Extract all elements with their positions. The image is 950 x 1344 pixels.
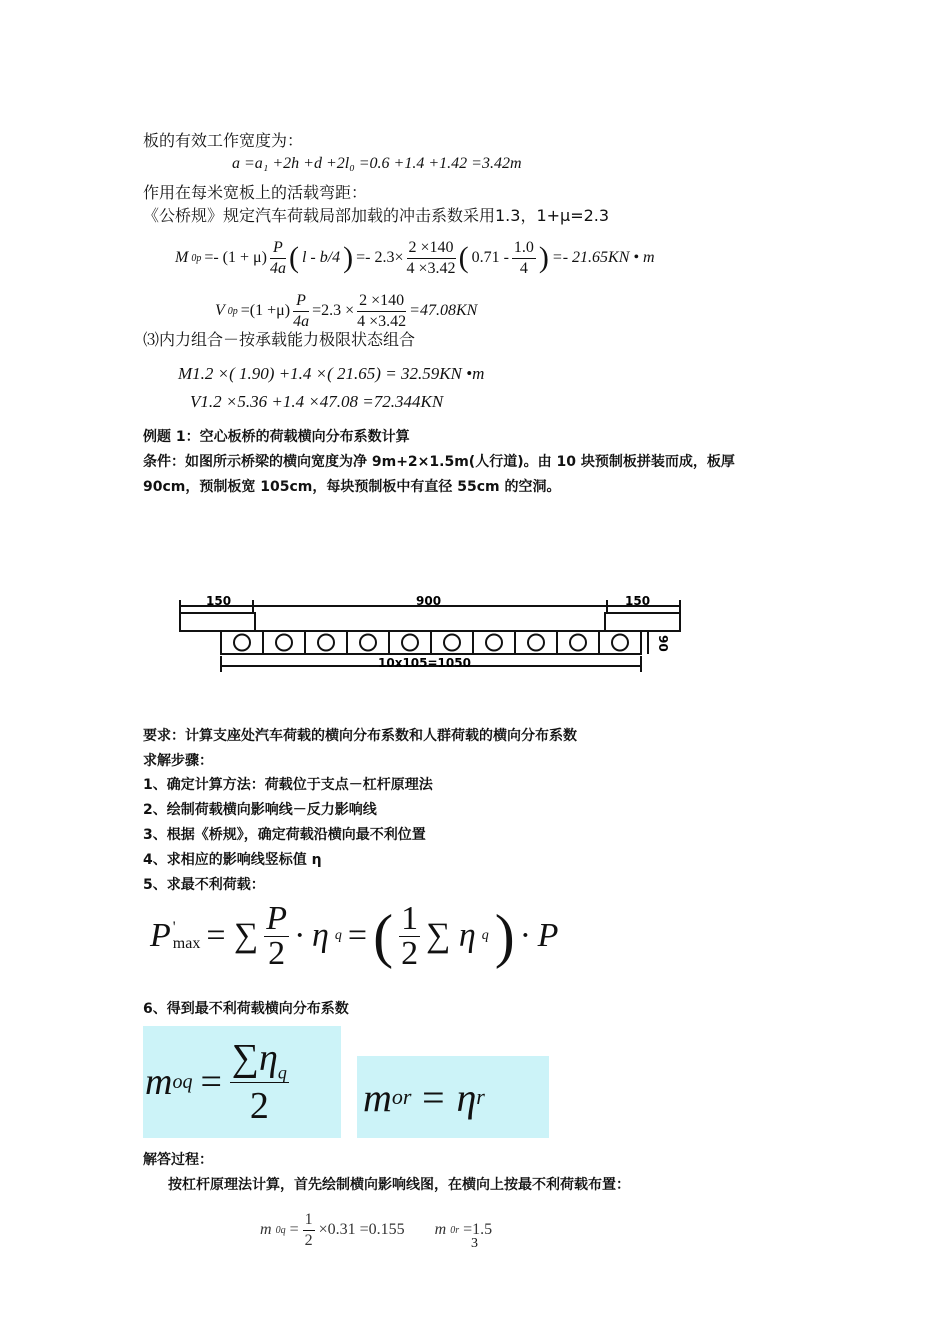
bridge-cross-section-diagram bbox=[170, 590, 700, 675]
equation-m0p: M 0p =- (1 + μ) $\frac{P}{4a}$ ( l - b/4 ) =- 2.3× $\frac{2 \times 140}{4 \times 3.42}$ ( 0.71 - $\frac{1.0}{4}$ ) =- 21.65KN • m bbox=[175, 238, 655, 277]
p-max-sum2: ∑ η bbox=[426, 917, 476, 954]
slab-hole bbox=[360, 635, 376, 651]
slab-hole bbox=[234, 635, 250, 651]
mor-m: m bbox=[363, 1074, 392, 1120]
example-title: 例题 1：空心板桥的荷载横向分布系数计算 bbox=[143, 429, 410, 445]
m-coef: =- (1 + μ) bbox=[204, 249, 267, 266]
p-max-eta: · η bbox=[295, 917, 329, 954]
v-coef: =(1 +μ) bbox=[240, 302, 291, 319]
slab-hole bbox=[570, 635, 586, 651]
text-line-2: 作用在每米宽板上的活载弯距： bbox=[143, 183, 368, 202]
requirement-text: 要求：计算支座处汽车荷载的横向分布系数和人群荷载的横向分布系数 bbox=[143, 728, 577, 744]
p-max-lhs: P bbox=[150, 917, 171, 954]
dim-bottom-label: 10x105=1050 bbox=[378, 656, 471, 670]
step-5: 5、求最不利荷载： bbox=[143, 877, 265, 893]
combination-v: V1.2 ×5.36 +1.4 ×47.08 =72.344KN bbox=[190, 392, 444, 411]
p-max-den2: 2 bbox=[401, 934, 419, 972]
moq-num-sub: q bbox=[277, 1062, 287, 1083]
slab-group bbox=[234, 631, 628, 654]
equation-a: a =a₁ +2h +d +2l₀ =0.6 +1.4 +1.42 =3.42m bbox=[232, 155, 522, 172]
text-line-1: 板的有效工作宽度为： bbox=[143, 131, 304, 150]
m-paren-content: l - b/4 bbox=[301, 249, 341, 266]
m-r1: 0.71 - bbox=[471, 249, 509, 266]
step-3: 3、根据《桥规》，确定荷载沿横向最不利位置 bbox=[143, 827, 426, 843]
ans-rest: ×0.31 =0.155 bbox=[318, 1221, 405, 1238]
ans-m2-sub: 0r bbox=[450, 1224, 460, 1236]
v-frac2-num: 2 ×140 bbox=[357, 291, 406, 312]
v-symbol: V bbox=[215, 302, 225, 319]
formula-mor-box bbox=[357, 1056, 549, 1138]
slab-hole bbox=[444, 635, 460, 651]
m-frac2-den: 4 ×3.42 bbox=[406, 259, 456, 277]
slab-hole bbox=[276, 635, 292, 651]
p-max-eq2: = bbox=[347, 917, 368, 954]
m-frac-num: P bbox=[270, 238, 286, 259]
equation-v0p bbox=[215, 290, 477, 332]
answer-text: 按杠杆原理法计算，首先绘制横向影响线图，在横向上按最不利荷载布置： bbox=[168, 1177, 630, 1193]
m-subscript: 0p bbox=[191, 252, 202, 264]
m-frac2-num: 2 ×140 bbox=[407, 238, 456, 259]
m-symbol: M bbox=[175, 249, 189, 266]
ans-m-sub: 0q bbox=[275, 1224, 286, 1236]
moq-m: m bbox=[145, 1061, 173, 1103]
v-frac2-den: 4 ×3.42 bbox=[357, 312, 407, 330]
moq-num bbox=[230, 1035, 289, 1083]
example-condition-1: 条件：如图所示桥梁的横向宽度为净 9m+2×1.5m(人行道)。由 10 块预制板拼装而成，板厚 bbox=[143, 454, 735, 470]
mor-eta-sub: r bbox=[476, 1084, 485, 1109]
ans-eq: = bbox=[289, 1221, 299, 1238]
m-frac3-num: 1.0 bbox=[512, 238, 536, 259]
v-eq: =2.3 × bbox=[312, 302, 355, 319]
m-mid2: =- 2.3× bbox=[356, 249, 404, 266]
ans-num: 1 bbox=[303, 1210, 315, 1231]
moq-num-text: ∑η bbox=[231, 1037, 278, 1080]
combination-m: M1.2 ×( 1.90) +1.4 ×( 21.65) = 32.59KN •m bbox=[178, 364, 485, 383]
step-6: 6、得到最不利荷载横向分布系数 bbox=[143, 1001, 349, 1017]
ans-m2: m bbox=[434, 1221, 447, 1238]
answer-heading: 解答过程： bbox=[143, 1152, 213, 1168]
step-2: 2、绘制荷载横向影响线－反力影响线 bbox=[143, 802, 377, 818]
steps-heading: 求解步骤： bbox=[143, 753, 213, 769]
step-4: 4、求相应的影响线竖标值 η bbox=[143, 852, 322, 868]
dim-right-label: 150 bbox=[625, 594, 651, 608]
dim-left-label: 150 bbox=[206, 594, 232, 608]
p-max-sup: ' bbox=[172, 919, 176, 936]
slab-hole bbox=[612, 635, 628, 651]
ans-m: m bbox=[260, 1221, 272, 1238]
v-tail: =47.08KN bbox=[409, 302, 478, 319]
text-line-4: ⑶内力组合－按承载能力极限状态组合 bbox=[143, 330, 416, 349]
dim-mid-label: 900 bbox=[416, 594, 442, 608]
p-max-num2: 1 bbox=[401, 899, 419, 937]
m-frac3-den: 4 bbox=[519, 259, 528, 277]
slab-hole bbox=[528, 635, 544, 651]
p-max-den1: 2 bbox=[268, 934, 286, 972]
moq-den: 2 bbox=[249, 1084, 269, 1127]
p-max-eq1: = ∑ bbox=[206, 917, 259, 954]
slab-hole bbox=[486, 635, 502, 651]
ans-den: 2 bbox=[304, 1231, 313, 1249]
ans-r2: =1.5 bbox=[463, 1221, 493, 1238]
text-line-3: 《公桥规》规定汽车荷载局部加载的冲击系数采用1.3，1+μ=2.3 bbox=[143, 206, 610, 225]
dim-side-label: 90 bbox=[656, 635, 670, 652]
formula-moq-box bbox=[143, 1026, 341, 1138]
v-frac-num: P bbox=[293, 291, 309, 312]
v-subscript: 0p bbox=[227, 305, 238, 317]
answer-equation bbox=[260, 1208, 492, 1252]
p-max-sum2-sub: q bbox=[481, 928, 489, 943]
p-max-sub: max bbox=[172, 935, 201, 952]
example-condition-2: 90cm，预制板宽 105cm，每块预制板中有直径 55cm 的空洞。 bbox=[143, 479, 561, 495]
slab-hole bbox=[402, 635, 418, 651]
p-max-tail: · P bbox=[520, 917, 559, 954]
m-tail: =- 21.65KN • m bbox=[551, 249, 655, 266]
moq-eq: = bbox=[200, 1061, 222, 1103]
formula-p-max: P ' max = ∑ $\frac{P}{2}$ · η q = ( $\frac{1}{2}$ ∑ η q ) · P bbox=[150, 899, 559, 972]
mor-sub: or bbox=[391, 1084, 412, 1109]
mor-eq: = η bbox=[419, 1074, 477, 1120]
slab-hole bbox=[318, 635, 334, 651]
m-frac-den: 4a bbox=[269, 259, 286, 277]
step-1: 1、确定计算方法：荷载位于支点－杠杆原理法 bbox=[143, 777, 433, 793]
page-number: 3 bbox=[471, 1236, 478, 1251]
p-max-num1: P bbox=[266, 899, 288, 937]
v-frac-den: 4a bbox=[293, 312, 310, 330]
p-max-eta-sub: q bbox=[334, 928, 342, 943]
moq-sub: oq bbox=[172, 1070, 193, 1093]
